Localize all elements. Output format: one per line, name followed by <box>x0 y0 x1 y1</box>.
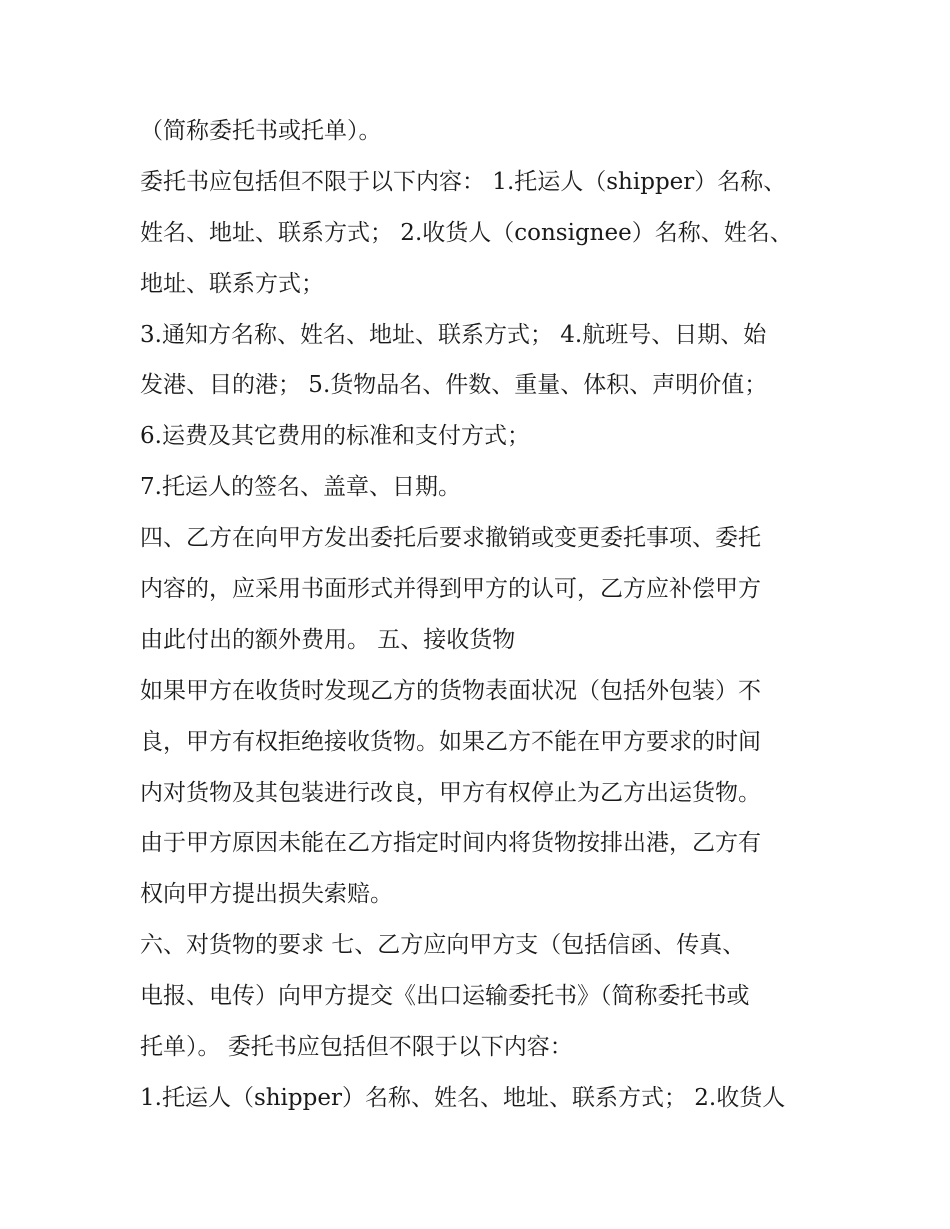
text-line: 发港、目的港； 5.货物品名、件数、重量、体积、声明价值； <box>140 372 768 399</box>
text-line: 内容的，应采用书面形式并得到甲方的认可，乙方应补偿甲方 <box>140 576 761 603</box>
text-line: 委托书应包括但不限于以下内容： 1.托运人（shipper）名称、 <box>140 168 787 195</box>
text-line: 由于甲方原因未能在乙方指定时间内将货物按排出港，乙方有 <box>140 830 761 857</box>
text-line: 3.通知方名称、姓名、地址、联系方式； 4.航班号、日期、始 <box>140 321 767 348</box>
text-line: 地址、联系方式； <box>140 270 324 297</box>
text-line: （简称委托书或托单）。 <box>140 118 382 144</box>
text-line: 电报、电传）向甲方提交《出口运输委托书》（简称委托书或 <box>140 983 750 1010</box>
text-line: 四、乙方在向甲方发出委托后要求撤销或变更委托事项、委托 <box>140 525 761 552</box>
text-line: 姓名、地址、联系方式； 2.收货人（consignee）名称、姓名、 <box>140 219 793 246</box>
text-line: 内对货物及其包装进行改良，甲方有权停止为乙方出运货物。 <box>140 779 761 806</box>
text-line: 良，甲方有权拒绝接收货物。如果乙方不能在甲方要求的时间 <box>140 728 761 755</box>
text-line: 由此付出的额外费用。 五、接收货物 <box>140 626 516 653</box>
text-line: 托单）。 委托书应包括但不限于以下内容： <box>140 1034 573 1061</box>
text-line: 六、对货物的要求 七、乙方应向甲方支（包括信函、传真、 <box>140 932 746 959</box>
text-line: 如果甲方在收货时发现乙方的货物表面状况（包括外包装）不 <box>140 677 761 704</box>
document-body <box>140 106 820 1124</box>
text-line: 6.运费及其它费用的标准和支付方式； <box>140 423 530 450</box>
text-line: 1.托运人（shipper）名称、姓名、地址、联系方式； 2.收货人 <box>140 1084 786 1111</box>
text-line: 7.托运人的签名、盖章、日期。 <box>140 474 461 501</box>
text-line: 权向甲方提出损失索赔。 <box>140 881 393 908</box>
